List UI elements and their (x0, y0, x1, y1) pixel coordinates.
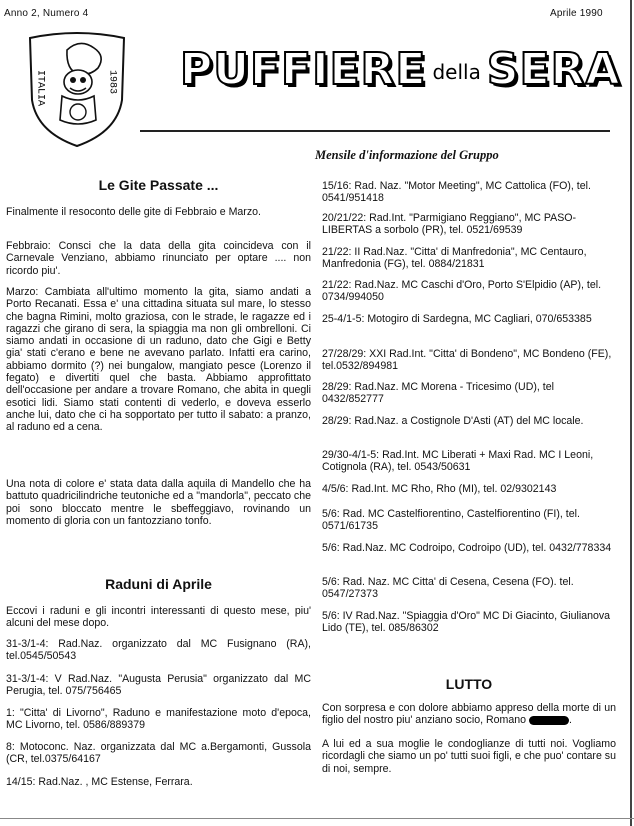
lutto-text: A lui ed a sua moglie le condoglianze di tutti noi. Vogliamo ricordagli che siamo un po' tutti suoi figli, e che puo' contare su di noi, sempre. (322, 738, 616, 775)
event-item: 28/29: Rad.Naz. MC Morena - Tricesimo (UD), tel 0432/852777 (322, 381, 554, 406)
event-item: 25-4/1-5: Motogiro di Sardegna, MC Cagliari, 070/653385 (322, 313, 592, 325)
event-item: 5/6: IV Rad.Naz. "Spiaggia d'Oro" MC Di Giacinto, Giulianova Lido (TE), tel. 085/86302 (322, 610, 611, 635)
masthead-title-della: della (432, 60, 481, 84)
logo-text-right: 1983 (106, 70, 118, 95)
gite-paragraph: Febbraio: Consci che la data della gita coincideva con il Carnevale Venziano, abbiamo rinunciato per optare .... non ricordo piu'. (6, 240, 311, 277)
masthead-subtitle: Mensile d'informazione del Gruppo (315, 148, 499, 162)
gite-paragraph: Marzo: Cambiata all'ultimo momento la gita, siamo andati a Porto Recanati. Essa e' una cittadina situata sul mare, lo stesso che bagna Rimini, molto graziosa, con le strade, le ragazze ed i ragazzi che girano di sera, la spiaggia ma non gli ombrelloni. Ci siamo andati in occasione di un raduno, dato che Gigi e Betty gia' stati c'erano e bene ne avevano parlato. Infatti era carino, abbiamo dormito (?) nei bungalow, mangiato pesce (Lorenzo il fegato) e divertiti quel che basta. Abbiamo approfittato dell'occasione per andare a trovare Romano, che abita in quegli esotici lidi. Siamo stati contenti di vederlo, e doveva esserlo anche lui, dato che ci ha sopportato per tutto il sabato: a pranzo, al raduno ed a cena. (6, 286, 311, 434)
lutto-text: Con sorpresa e con dolore abbiamo appreso della morte di un figlio del nostro piu' anziano socio, Romano . (322, 702, 616, 727)
event-item: 5/6: Rad. MC Castelfiorentino, Castelfiorentino (FI), tel. 0571/61735 (322, 508, 580, 533)
masthead-title (180, 44, 621, 95)
gite-paragraph: Finalmente il resoconto delle gite di Febbraio e Marzo. (6, 206, 261, 218)
raduno-item: 8: Motoconc. Naz. organizzata dal MC a.Bergamonti, Gussola (CR, tel.0375/64167 (6, 741, 311, 766)
event-item: 27/28/29: XXI Rad.Int. "Citta' di Bondeno", MC Bondeno (FE), tel.0532/894981 (322, 348, 612, 373)
masthead-title-part-a: PUFFIERE (180, 44, 427, 95)
raduni-intro: Eccovi i raduni e gli incontri interessanti di questo mese, piu' alcuni del mese dopo. (6, 605, 311, 630)
issue-number: Anno 2, Numero 4 (4, 8, 89, 19)
issue-date: Aprile 1990 (550, 8, 603, 19)
event-item: 5/6: Rad.Naz. MC Codroipo, Codroipo (UD), tel. 0432/778334 (322, 542, 612, 554)
redaction-mark (529, 716, 569, 725)
event-item: 29/30-4/1-5: Rad.Int. MC Liberati + Maxi Rad. MC I Leoni, Cotignola (RA), tel. 0543/50631 (322, 449, 594, 474)
masthead-rule (140, 130, 610, 132)
scan-bottom-edge (0, 818, 634, 819)
event-item: 21/22: Rad.Naz. MC Caschi d'Oro, Porto S'Elpidio (AP), tel. 0734/994050 (322, 279, 602, 304)
gite-paragraph: Una nota di colore e' stata data dalla aquila di Mandello che ha battuto quadricilindriche teutoniche ed a "mandorla", peccato che poi sono bloccato mentre le sbeffeggiavo, rovinando un momento di gloria con un fantozziano tonfo. (6, 478, 311, 527)
raduno-item: 14/15: Rad.Naz. , MC Estense, Ferrara. (6, 776, 193, 788)
event-item: 21/22: II Rad.Naz. "Citta' di Manfredonia", MC Centauro, Manfredonia (FG), tel. 0884/21831 (322, 246, 587, 271)
event-item: 20/21/22: Rad.Int. "Parmigiano Reggiano", MC PASO-LIBERTAS a sorbolo (PR), tel. 0521/69539 (322, 212, 577, 237)
gite-heading-text: Le Gite Passate ... (98, 177, 219, 193)
logo-text-left: ITALIA (34, 70, 46, 107)
club-logo (22, 30, 132, 148)
raduno-item: 1: "Citta' di Livorno", Raduno e manifestazione moto d'epoca, MC Livorno, tel. 0586/889379 (6, 707, 311, 732)
masthead-title-part-b: SERA (486, 44, 621, 95)
raduno-item: 31-3/1-4: Rad.Naz. organizzato dal MC Fusignano (RA), tel.0545/50543 (6, 638, 311, 663)
event-item: 28/29: Rad.Naz. a Costignole D'Asti (AT) del MC locale. (322, 415, 584, 427)
event-item: 4/5/6: Rad.Int. MC Rho, Rho (MI), tel. 02/9302143 (322, 483, 557, 495)
lutto-heading-text: LUTTO (445, 676, 493, 692)
gite-heading (6, 177, 311, 193)
event-item: 5/6: Rad. Naz. MC Citta' di Cesena, Cesena (FO). tel. 0547/27373 (322, 576, 574, 601)
raduni-heading (6, 576, 311, 592)
lutto-heading (322, 676, 616, 692)
lutto-text-a: Con sorpresa e con dolore abbiamo appreso della morte di un figlio del nostro piu' anziano socio, Romano (322, 702, 616, 727)
scan-edge (630, 0, 632, 826)
event-item: 15/16: Rad. Naz. "Motor Meeting", MC Cattolica (FO), tel. 0541/951418 (322, 180, 591, 205)
raduno-item: 31-3/1-4: V Rad.Naz. "Augusta Perusia" organizzato dal MC Perugia, tel. 075/756465 (6, 673, 311, 698)
raduni-heading-text: Raduni di Aprile (105, 576, 212, 592)
